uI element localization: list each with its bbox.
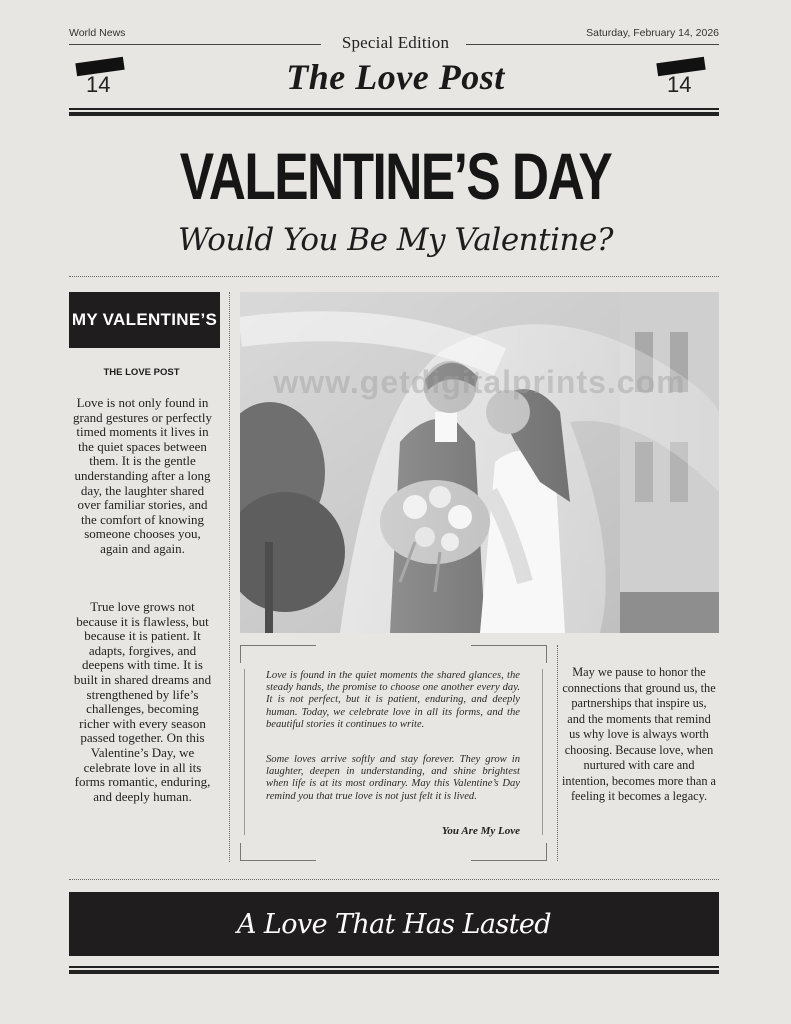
section-label: World News <box>69 27 126 39</box>
quote-paragraph-1: Love is found in the quiet moments the shared glances, the steady hands, the promise to choose one another every day. It is not perfect, but it is patient, enduring, and deeply human. Today, we celebrate love in all its forms, and the beautiful stories it continues to write. <box>266 670 520 730</box>
main-headline: VALENTINE’S DAY <box>179 139 612 213</box>
issue-date: Saturday, February 14, 2026 <box>586 27 719 39</box>
ticket-number: 14 <box>667 72 692 97</box>
subheadline: Would You Be My Valentine? <box>178 222 613 258</box>
left-paragraph-1: Love is not only found in grand gestures or perfectly timed moments it lives in the quiet spaces between them. It is the gentle understanding after a long day, the laughter shared over familiar stories, and the comfort of knowing someone chooses you, again and again. <box>73 395 212 556</box>
footer-rule-thick <box>69 970 719 974</box>
column-divider-left <box>229 292 230 862</box>
date-ticket-left <box>76 58 124 98</box>
ornament-corner <box>471 645 547 663</box>
left-column-banner: MY VALENTINE’S <box>69 292 220 348</box>
quote-box <box>240 645 547 861</box>
couple-photo <box>240 292 719 633</box>
footer-banner: A Love That Has Lasted <box>69 892 719 956</box>
ornament-line <box>244 669 245 835</box>
ornament-corner <box>240 645 316 663</box>
footer-rule-thin <box>69 966 719 968</box>
footer-divider <box>69 879 719 880</box>
date-ticket-right <box>657 58 705 98</box>
ornament-corner <box>471 843 547 861</box>
ornament-line <box>542 669 543 835</box>
left-column-kicker: THE LOVE POST <box>103 367 180 378</box>
masthead-rule-thick <box>69 112 719 116</box>
left-paragraph-2: True love grows not because it is flawless, but because it is patient. It adapts, forgives, and deepens with time. It is built in shared dreams and strengthened by life’s challenges, becoming richer with every season passed together. On this Valentine’s Day, we celebrate love in all its forms romantic, enduring, and deeply human. <box>73 599 212 804</box>
masthead-title: The Love Post <box>286 57 505 97</box>
ticket-number: 14 <box>86 72 111 97</box>
quote-paragraph-2: Some loves arrive softly and stay forever. They grow in laughter, deepen in understanding, and shine brightest when life is at its most ordinary. May this Valentine’s Day remind you that true love is not just felt it is lived. <box>266 754 520 802</box>
section-divider <box>69 276 719 277</box>
right-column-text: May we pause to honor the connections that ground us, the partnerships that inspire us, and the moments that remind us why love is always worth choosing. Because love, when nurtured with care and intention, becomes more than a feeling it becomes a legacy. <box>562 665 717 803</box>
watermark: www.getdigitalprints.com <box>273 364 686 400</box>
ornament-corner <box>240 843 316 861</box>
masthead-rule-thin <box>69 108 719 110</box>
edition-label: Special Edition <box>341 33 450 52</box>
column-divider-right <box>557 645 558 861</box>
quote-signature: You Are My Love <box>441 825 520 837</box>
